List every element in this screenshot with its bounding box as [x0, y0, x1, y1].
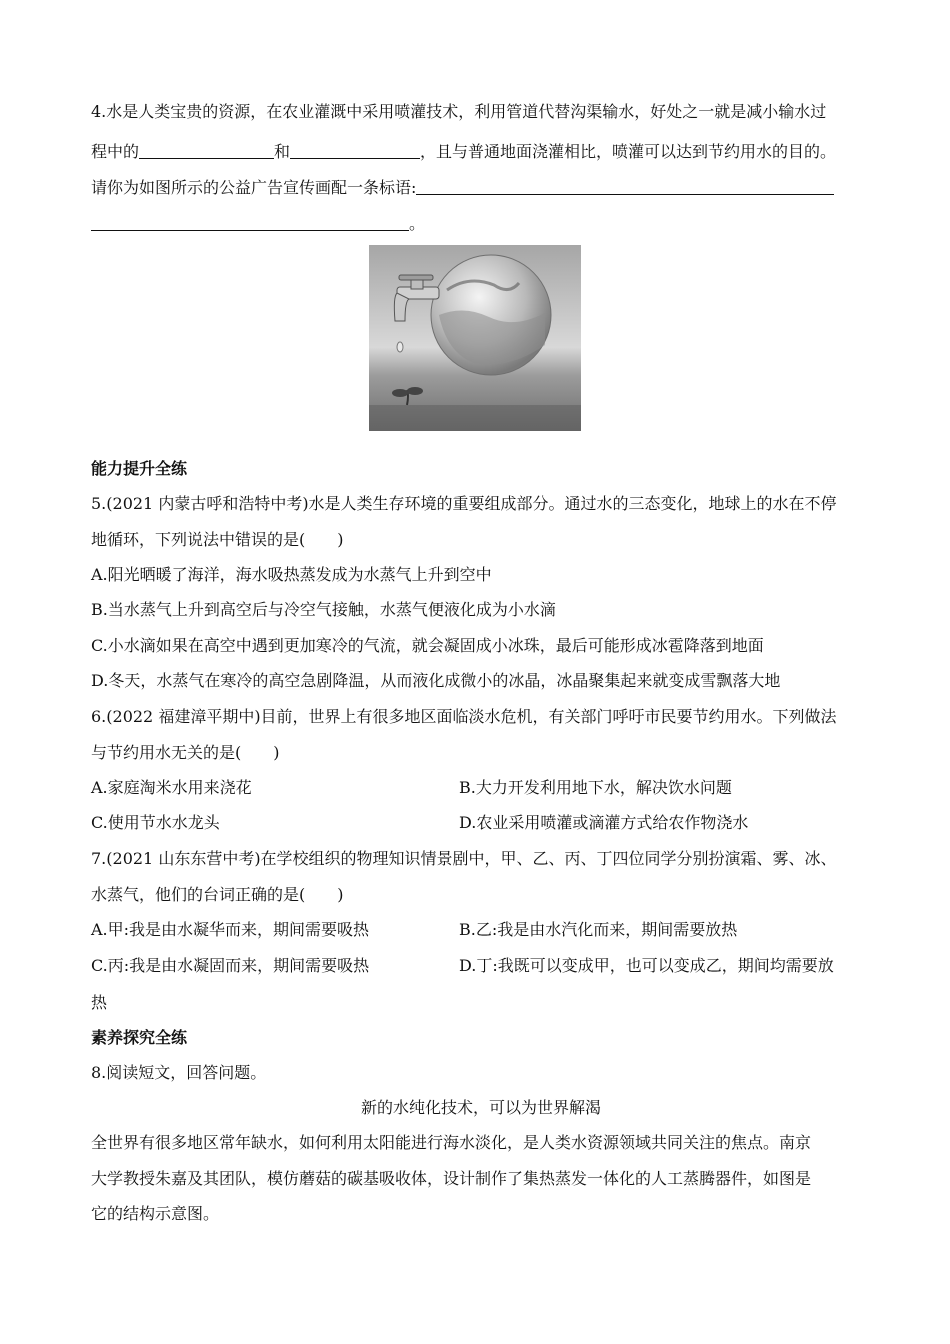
q4-line2 — [91, 142, 836, 162]
section-heading-literacy: 素养探究全练 — [91, 1028, 188, 1047]
q4-line2b: 和 — [274, 142, 291, 161]
q5-option-a[interactable]: A.阳光晒暖了海洋，海水吸热蒸发成为水蒸气上升到空中 — [91, 565, 492, 584]
q6-stem-line1: 6.(2022 福建漳平期中)目前，世界上有很多地区面临淡水危机，有关部门呼吁市民要节约用水。下列做法 — [91, 707, 837, 726]
q7-option-d-cont: 热 — [91, 993, 108, 1012]
q8-paragraph-line1: 全世界有很多地区常年缺水，如何利用太阳能进行海水淡化，是人类水资源领域共同关注的焦点。南京 — [91, 1133, 812, 1152]
q7-stem-line2: 水蒸气，他们的台词正确的是( ) — [91, 885, 344, 904]
section-heading-ability: 能力提升全练 — [91, 459, 188, 478]
q5-option-c[interactable]: C.小水滴如果在高空中遇到更加寒冷的气流，就会凝固成小冰珠，最后可能形成冰雹降落到地面 — [91, 636, 764, 655]
water-poster-image — [369, 245, 581, 431]
q4-line4-end: 。 — [409, 214, 426, 233]
q5-option-d[interactable]: D.冬天，水蒸气在寒冷的高空急剧降温，从而液化成微小的冰晶，冰晶聚集起来就变成雪飘落大地 — [91, 671, 781, 690]
q7-option-c[interactable]: C.丙:我是由水凝固而来，期间需要吸热 — [91, 956, 370, 975]
q6-stem-line2: 与节约用水无关的是( ) — [91, 743, 280, 762]
q5-stem-line1: 5.(2021 内蒙古呼和浩特中考)水是人类生存环境的重要组成部分。通过水的三态变化，地球上的水在不停 — [91, 494, 837, 513]
q5-stem-line2: 地循环，下列说法中错误的是( ) — [91, 530, 344, 549]
q4-line4 — [91, 214, 425, 234]
q6-option-d[interactable]: D.农业采用喷灌或滴灌方式给农作物浇水 — [459, 813, 749, 832]
slogan-blank-1[interactable] — [416, 178, 834, 195]
answer-blank-1[interactable] — [139, 142, 274, 159]
q8-paragraph-line2: 大学教授朱嘉及其团队，模仿蘑菇的碳基吸收体，设计制作了集热蒸发一体化的人工蒸腾器件，如图是 — [91, 1169, 812, 1188]
q6-option-b[interactable]: B.大力开发利用地下水，解决饮水问题 — [459, 778, 732, 797]
slogan-blank-2[interactable] — [91, 214, 409, 231]
q7-option-b[interactable]: B.乙:我是由水汽化而来，期间需要放热 — [459, 920, 738, 939]
q4-line2c: ，且与普通地面浇灌相比，喷灌可以达到节约用水的目的。 — [420, 142, 837, 161]
q7-option-d[interactable]: D.丁:我既可以变成甲，也可以变成乙，期间均需要放 — [459, 956, 834, 975]
q4-line3-text: 请你为如图所示的公益广告宣传画配一条标语: — [91, 178, 417, 197]
q8-stem: 8.阅读短文，回答问题。 — [91, 1063, 267, 1082]
q8-paragraph-line3: 它的结构示意图。 — [91, 1204, 220, 1223]
q4-line1: 4.水是人类宝贵的资源，在农业灌溉中采用喷灌技术，利用管道代替沟渠输水，好处之一就是减小输水过 — [91, 102, 827, 121]
q5-option-b[interactable]: B.当水蒸气上升到高空后与冷空气接触，水蒸气便液化成为小水滴 — [91, 600, 556, 619]
q6-option-c[interactable]: C.使用节水水龙头 — [91, 813, 220, 832]
q6-option-a[interactable]: A.家庭淘米水用来浇花 — [91, 778, 252, 797]
q7-option-a[interactable]: A.甲:我是由水凝华而来，期间需要吸热 — [91, 920, 370, 939]
q8-article-title: 新的水纯化技术，可以为世界解渴 — [360, 1098, 601, 1117]
q7-stem-line1: 7.(2021 山东东营中考)在学校组织的物理知识情景剧中，甲、乙、丙、丁四位同学分别扮演霜、雾、冰、 — [91, 849, 837, 868]
q4-line3 — [91, 178, 834, 198]
faucet-globe-illustration — [369, 245, 581, 431]
water-drop-icon — [397, 342, 403, 352]
answer-blank-2[interactable] — [290, 142, 420, 159]
q4-line2a: 程中的 — [91, 142, 140, 161]
